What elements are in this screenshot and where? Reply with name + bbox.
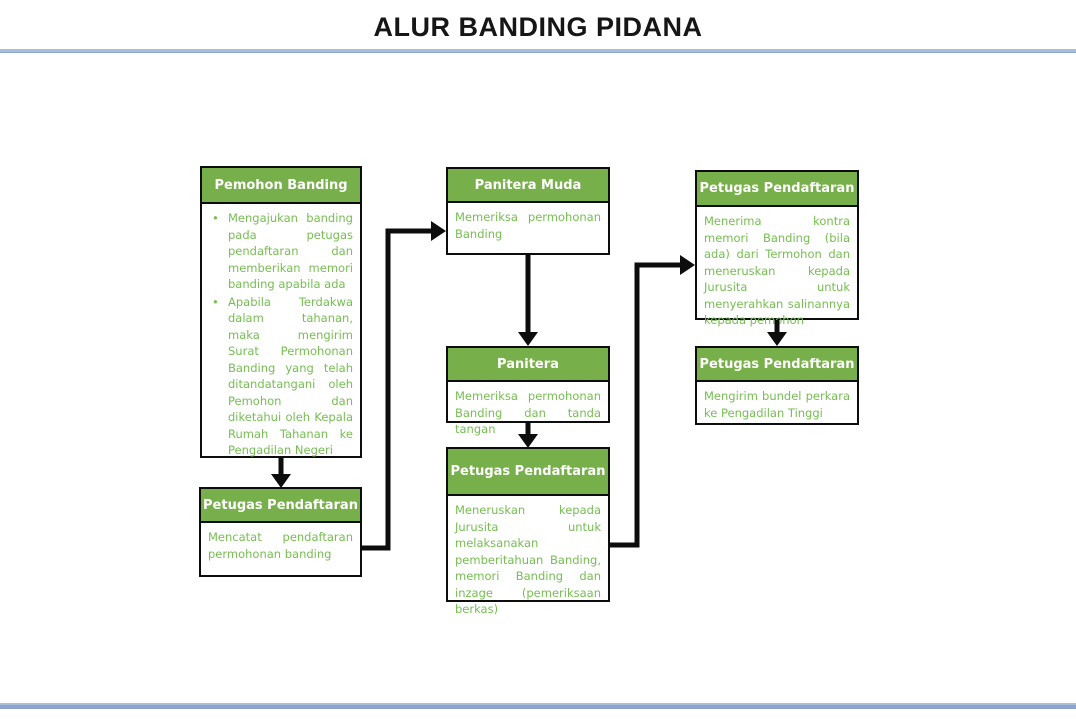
- bullet-item: • Mengajukan banding pada petugas pendaftaran dan memberikan memori banding apabila ada: [209, 210, 353, 293]
- bottom-double-rule: [0, 703, 1076, 709]
- box-header: Petugas Pendaftaran: [697, 348, 857, 382]
- arrowhead-down-icon: [518, 332, 538, 346]
- arrowhead-down-icon: [767, 332, 787, 346]
- box-body: Memeriksa permohonan Banding dan tanda tangan: [455, 389, 601, 436]
- box-body: Menerima kontra memori Banding (bila ada) dari Termohon dan meneruskan kepada Jurusita untuk menyerahkan salinannya kepada pemohon: [704, 214, 850, 327]
- flow-box-petugas-pendaftaran-3: [695, 170, 859, 327]
- flow-box-petugas-pendaftaran-4: [695, 346, 859, 425]
- top-double-rule: [0, 49, 1076, 53]
- box-body: Mencatat pendaftaran permohonan banding: [208, 530, 353, 561]
- box-header: Pemohon Banding: [202, 168, 360, 204]
- bullet-item: • Apabila Terdakwa dalam tahanan, maka mengirim Surat Permohonan Banding yang telah ditandatangani oleh Pemohon dan diketahui oleh Kepala Rumah Tahanan ke Pengadilan Negeri: [209, 294, 353, 459]
- box-body: Memeriksa permohonan Banding: [455, 210, 601, 241]
- arrowhead-right-icon: [680, 255, 695, 275]
- flow-box-panitera: [446, 346, 610, 436]
- page-title: ALUR BANDING PIDANA: [373, 12, 703, 42]
- elbow-petugas1-to-paniteramuda: [362, 231, 433, 548]
- box-body: Mengirim bundel perkara ke Pengadilan Tinggi: [704, 389, 850, 420]
- box-header: Petugas Pendaftaran: [697, 172, 857, 207]
- box-header: Panitera Muda: [448, 169, 608, 203]
- flow-box-panitera-muda: [446, 167, 610, 255]
- elbow-petugas2-to-petugas3: [610, 265, 682, 545]
- box-header: Panitera: [448, 348, 608, 382]
- box-body: [202, 204, 360, 464]
- box-body: Meneruskan kepada Jurusita untuk melaksanakan pemberitahuan Banding, memori Banding dan inzage (pemeriksaan berkas): [455, 503, 601, 616]
- arrowhead-down-icon: [271, 474, 291, 488]
- flow-box-pemohon-banding: [200, 166, 362, 458]
- arrowhead-right-icon: [431, 221, 446, 241]
- bullet-list: [209, 210, 353, 459]
- flow-box-petugas-pendaftaran-1: [199, 487, 362, 577]
- box-header: Petugas Pendaftaran: [201, 489, 360, 523]
- flow-box-petugas-pendaftaran-2: [446, 447, 610, 616]
- box-header: Petugas Pendaftaran: [448, 449, 608, 496]
